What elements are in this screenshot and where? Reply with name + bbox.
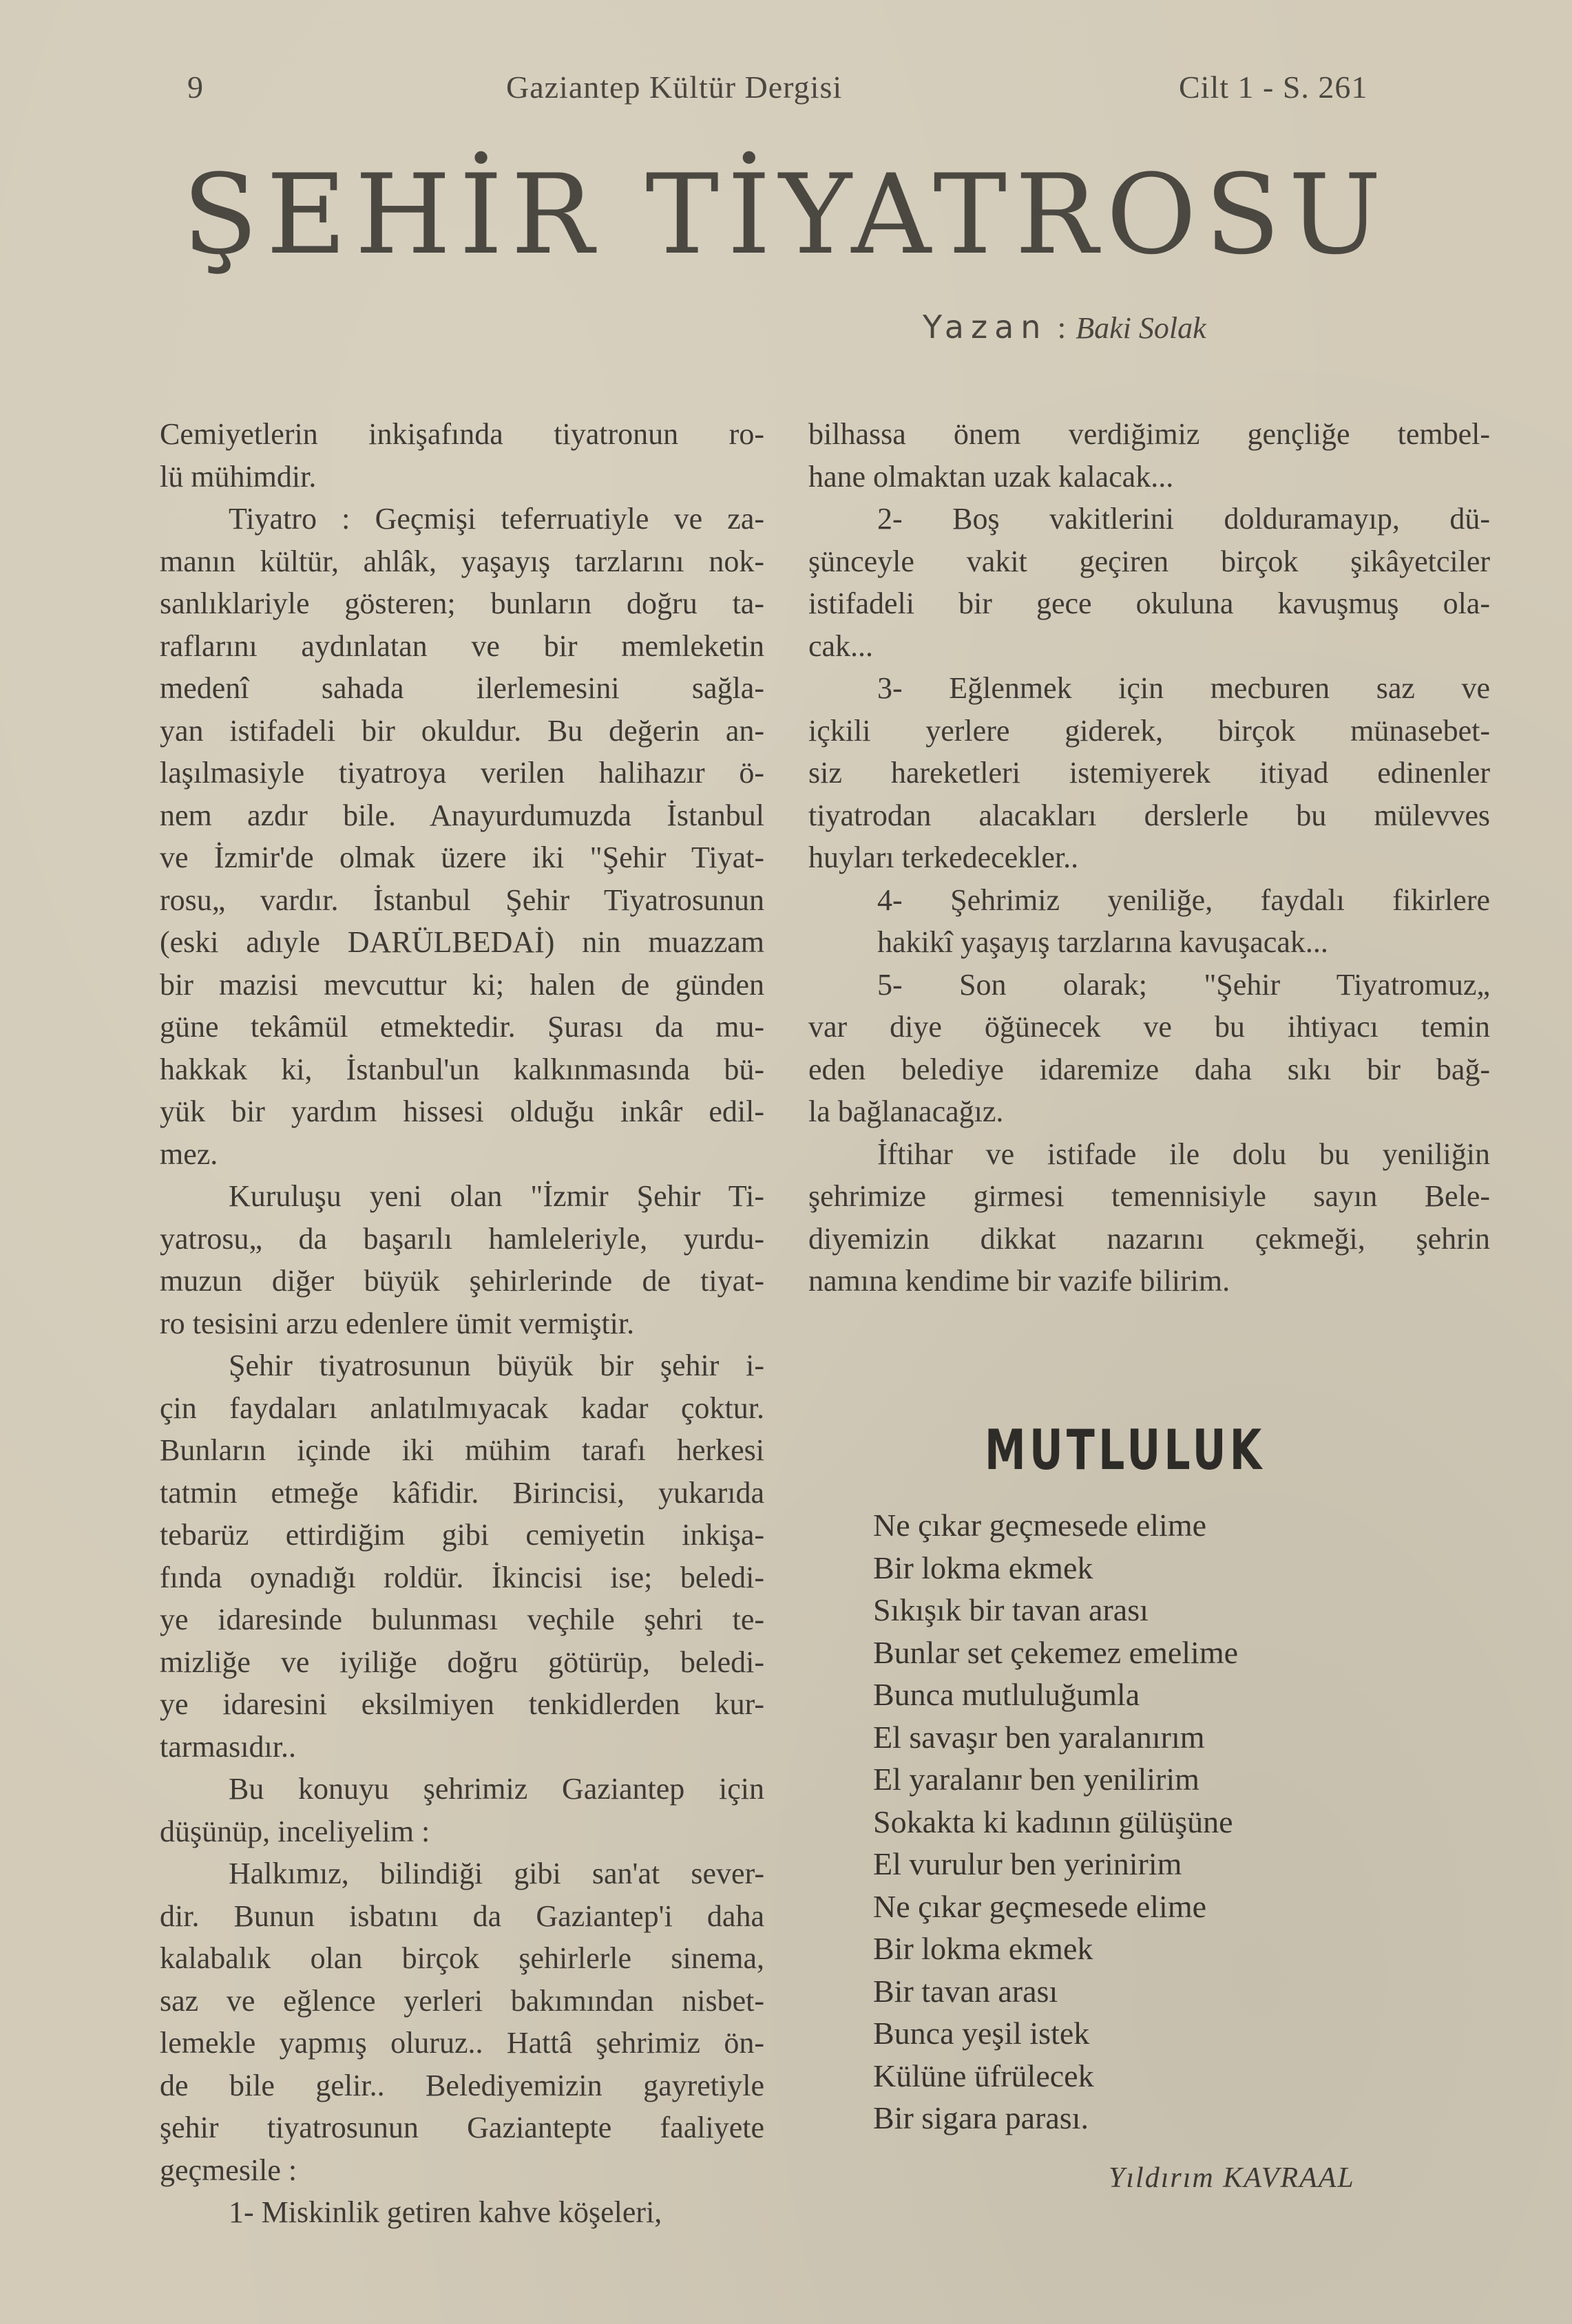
- byline-label: Yazan: [923, 308, 1048, 346]
- poem-line: Külüne üfrülecek: [873, 2058, 1094, 2093]
- article-line: Cemiyetlerin inkişafında tiyatronun ro-: [160, 417, 764, 451]
- article-line: bilhassa önem verdiğimiz gençliğe tembel-: [808, 417, 1490, 451]
- article-line: tatmin etmeğe kâfidir. Birincisi, yukarıda: [160, 1475, 764, 1510]
- article-line: namına kendime bir vazife bilirim.: [808, 1264, 1230, 1298]
- article-line: 4- Şehrimiz yeniliğe, faydalı fikirlere: [877, 883, 1490, 917]
- article-line: eden belediye idaremize daha sıkı bir bağ-: [808, 1052, 1490, 1086]
- poem-line: Bir lokma ekmek: [873, 1550, 1093, 1585]
- article-line: Tiyatro : Geçmişi teferruatiyle ve za-: [229, 502, 764, 536]
- article-line: İftihar ve istifade ile dolu bu yeniliğin: [877, 1137, 1490, 1171]
- article-line: tebarüz ettirdiğim gibi cemiyetin inkişa-: [160, 1518, 764, 1552]
- article-line: bir mazisi mevcuttur ki; halen de günden: [160, 967, 764, 1002]
- article-title: ŞEHİR TİYATROSU: [182, 150, 1390, 279]
- article-line: Kuruluşu yeni olan "İzmir Şehir Ti-: [229, 1179, 764, 1213]
- article-line: tiyatrodan alacakları derslerle bu mülevves: [808, 798, 1490, 832]
- article-line: geçmesile :: [160, 2153, 297, 2187]
- poem-line: Bir sigara parası.: [873, 2100, 1089, 2135]
- poem-line: Sokakta ki kadının gülüşüne: [873, 1804, 1233, 1839]
- article-line: medenî sahada ilerlemesini sağla-: [160, 671, 764, 705]
- article-line: Halkımız, bilindiği gibi san'at sever-: [229, 1857, 764, 1890]
- poem-line: El vurulur ben yerinirim: [873, 1846, 1182, 1881]
- article-line: fında oynadığı roldür. İkincisi ise; beledi-: [160, 1560, 764, 1594]
- article-line: ye idaresinde bulunması veçhile şehri te-: [160, 1603, 764, 1636]
- article-line: la bağlanacağız.: [808, 1095, 1004, 1128]
- article-line: manın kültür, ahlâk, yaşayış tarzlarını nok-: [160, 544, 764, 578]
- poem-line: Sıkışık bir tavan arası: [873, 1592, 1149, 1627]
- article-line: var diye öğünecek ve bu ihtiyacı temin: [808, 1010, 1490, 1044]
- poem-line: Bunca yeşil istek: [873, 2016, 1090, 2051]
- volume-number: Cilt 1 - S. 261: [1179, 70, 1368, 105]
- article-line: 2- Boş vakitlerini dolduramayıp, dü-: [877, 502, 1490, 536]
- poem-line: Bir tavan arası: [873, 1973, 1058, 2009]
- article-line: içkili yerlere giderek, birçok münasebet-: [808, 713, 1490, 748]
- article-line: lü mühimdir.: [160, 459, 317, 494]
- article-line: yatrosu„ da başarılı hamleleriyle, yurdu-: [160, 1221, 764, 1256]
- poem-body: [873, 1504, 1238, 2140]
- article-right-column: [808, 413, 1490, 1302]
- article-line: kalabalık olan birçok şehirlerle sinema,: [160, 1941, 764, 1975]
- poem-line: Bir lokma ekmek: [873, 1931, 1093, 1966]
- article-line: güne tekâmül etmektedir. Şurası da mu-: [160, 1010, 764, 1044]
- article-line: tarmasıdır..: [160, 1729, 296, 1764]
- article-line: 5- Son olarak; "Şehir Tiyatromuz„: [877, 967, 1490, 1002]
- article-line: Şehir tiyatrosunun büyük bir şehir i-: [229, 1349, 764, 1382]
- poem-author: Yıldırım KAVRAAL: [1109, 2162, 1355, 2194]
- article-line: de bile gelir.. Belediyemizin gayretiyle: [160, 2068, 764, 2102]
- article-line: siz hareketleri istemiyerek itiyad edinenler: [808, 756, 1490, 790]
- article-line: yük bir yardım hissesi olduğu inkâr edil-: [160, 1095, 764, 1128]
- article-line: laşılmasiyle tiyatroya verilen halihazır ö-: [160, 756, 764, 790]
- page-header: [0, 69, 1572, 117]
- article-line: diyemizin dikkat nazarını çekmeği, şehrin: [808, 1221, 1490, 1256]
- article-line: düşünüp, inceliyelim :: [160, 1814, 430, 1848]
- article-line: Bu konuyu şehrimiz Gaziantep için: [229, 1772, 764, 1806]
- article-left-column: [160, 413, 764, 2234]
- byline-separator: :: [1057, 310, 1067, 345]
- article-line: mizliğe ve iyiliğe doğru götürüp, beledi-: [160, 1645, 764, 1679]
- article-line: yan istifadeli bir okuldur. Bu değerin an-: [160, 713, 764, 748]
- poem-line: El yaralanır ben yenilirim: [873, 1762, 1199, 1797]
- article-line: mez.: [160, 1137, 218, 1171]
- article-line: muzun diğer büyük şehirlerinde de tiyat-: [160, 1264, 764, 1298]
- article-line: nem azdır bile. Anayurdumuzda İstanbul: [160, 798, 764, 832]
- poem-line: Bunca mutluluğumla: [873, 1677, 1140, 1712]
- article-byline: [923, 308, 1206, 346]
- article-line: sanlıklariyle gösteren; bunların doğru ta-: [160, 587, 764, 620]
- article-line: Bunların içinde iki mühim tarafı herkesi: [160, 1433, 764, 1467]
- poem-line: Bunlar set çekemez emelime: [873, 1634, 1239, 1670]
- article-line: şehrimize girmesi temennisiyle sayın Bele-: [808, 1179, 1490, 1213]
- article-line: cak...: [808, 628, 874, 663]
- article-line: dir. Bunun isbatını da Gaziantep'i daha: [160, 1899, 764, 1933]
- article-line: hakkak ki, İstanbul'un kalkınmasında bü-: [160, 1052, 764, 1086]
- article-line: 1- Miskinlik getiren kahve köşeleri,: [229, 2195, 662, 2229]
- article-line: istifadeli bir gece okuluna kavuşmuş ola-: [808, 587, 1490, 620]
- article-line: huyları terkedecekler..: [808, 841, 1079, 874]
- article-line: ye idaresini eksilmiyen tenkidlerden kur-: [160, 1687, 764, 1721]
- article-line: (eski adıyle DARÜLBEDAİ) nin muazzam: [160, 925, 764, 959]
- article-line: 3- Eğlenmek için mecburen saz ve: [877, 671, 1490, 705]
- article-line: ro tesisini arzu edenlere ümit vermiştir.: [160, 1306, 635, 1340]
- article-line: saz ve eğlence yerleri bakımından nisbet-: [160, 1983, 764, 2018]
- article-line: hane olmaktan uzak kalacak...: [808, 459, 1174, 494]
- article-author: Baki Solak: [1076, 311, 1206, 345]
- poem-line: El savaşır ben yaralanırım: [873, 1719, 1205, 1755]
- poem-title: MUTLULUK: [985, 1418, 1266, 1482]
- magazine-name: Gaziantep Kültür Dergisi: [506, 70, 843, 105]
- poem-line: Ne çıkar geçmesede elime: [873, 1888, 1207, 1924]
- article-line: raflarını aydınlatan ve bir memleketin: [160, 628, 764, 663]
- article-line: hakikî yaşayış tarzlarına kavuşacak...: [877, 925, 1328, 959]
- poem-line: Ne çıkar geçmesede elime: [873, 1508, 1207, 1543]
- article-line: şehir tiyatrosunun Gaziantepte faaliyete: [160, 2111, 764, 2144]
- page-number: 9: [187, 70, 204, 105]
- article-line: şünceyle vakit geçiren birçok şikâyetciler: [808, 544, 1490, 578]
- article-line: rosu„ vardır. İstanbul Şehir Tiyatrosunun: [160, 883, 764, 917]
- article-line: lemekle yapmış oluruz.. Hattâ şehrimiz ön-: [160, 2026, 764, 2060]
- article-line: çin faydaları anlatılmıyacak kadar çoktur.: [160, 1391, 764, 1425]
- article-line: ve İzmir'de olmak üzere iki "Şehir Tiyat-: [160, 841, 764, 874]
